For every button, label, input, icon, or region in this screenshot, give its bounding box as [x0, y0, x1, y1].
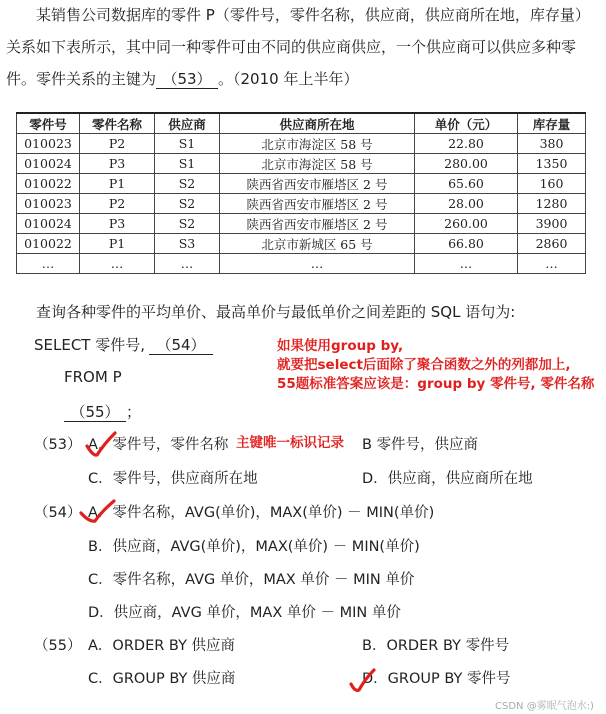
cell-price: 66.80 [415, 234, 518, 254]
cell-supplier: S2 [155, 174, 220, 194]
table-row [17, 174, 586, 194]
cell-location: 陕西省西安市雁塔区 2 号 [220, 194, 415, 214]
intro-line-3 [6, 65, 358, 94]
annotation-note-line-1: 如果使用group by, [277, 338, 404, 354]
cell-supplier: … [155, 254, 220, 274]
sql-select-line [34, 334, 213, 355]
q55-option-a: A．ORDER BY 供应商 [88, 638, 236, 654]
check-mark-icon [78, 499, 118, 527]
header-supplier-location: 供应商所在地 [220, 113, 415, 134]
table-row [17, 194, 586, 214]
table-header-row [17, 113, 586, 134]
intro-line-3-prefix: 件。零件关系的主键为 [6, 70, 157, 88]
annotation-note-line-3: 55题标准答案应该是：group by 零件号, 零件名称 [277, 376, 595, 392]
cell-stock: 160 [518, 174, 586, 194]
cell-stock: … [518, 254, 586, 274]
blank-54: （54） [149, 336, 213, 355]
sql-blank-line [64, 401, 141, 422]
q55-option-c: C．GROUP BY 供应商 [88, 671, 236, 687]
check-mark-icon [348, 667, 378, 695]
cell-supplier: S3 [155, 234, 220, 254]
csdn-watermark: CSDN @雾眠气泡水:) [495, 701, 594, 712]
table-row [17, 214, 586, 234]
cell-part-name: P3 [80, 214, 155, 234]
cell-part-name: P3 [80, 154, 155, 174]
intro-line-1: 某销售公司数据库的零件 P（零件号，零件名称，供应商，供应商所在地，库存量） [36, 6, 590, 24]
cell-supplier: S1 [155, 154, 220, 174]
table-row [17, 234, 586, 254]
cell-price: 22.80 [415, 134, 518, 154]
header-part-no: 零件号 [17, 113, 80, 134]
cell-supplier: S2 [155, 214, 220, 234]
q54-option-a: A．零件名称，AVG(单价)，MAX(单价) － MIN(单价) [88, 505, 435, 521]
header-stock: 库存量 [518, 113, 586, 134]
q53-number: （53） [34, 437, 82, 453]
cell-price: … [415, 254, 518, 274]
cell-part-no: 010024 [17, 154, 80, 174]
cell-part-no: … [17, 254, 80, 274]
blank-55: （55） [64, 403, 126, 422]
q53-option-d: D．供应商，供应商所在地 [362, 471, 533, 487]
query-description: 查询各种零件的平均单价、最高单价与最低单价之间差距的 SQL 语句为: [36, 303, 516, 321]
cell-part-name: P2 [80, 194, 155, 214]
cell-stock: 1350 [518, 154, 586, 174]
q55-option-d: D．GROUP BY 零件号 [362, 671, 511, 687]
q53-annotation: 主键唯一标识记录 [236, 435, 344, 451]
cell-part-no: 010022 [17, 234, 80, 254]
q54-option-b: B．供应商，AVG(单价)，MAX(单价) － MIN(单价) [88, 539, 420, 555]
cell-location: 陕西省西安市雁塔区 2 号 [220, 214, 415, 234]
header-supplier: 供应商 [155, 113, 220, 134]
parts-table [16, 112, 586, 274]
cell-price: 65.60 [415, 174, 518, 194]
blank-53: （53） [156, 70, 218, 89]
cell-part-no: 010023 [17, 134, 80, 154]
cell-part-name: P1 [80, 174, 155, 194]
cell-part-name: … [80, 254, 155, 274]
annotation-note-line-2: 就要把select后面除了聚合函数之外的列都加上, [277, 357, 571, 373]
header-part-name: 零件名称 [80, 113, 155, 134]
cell-part-no: 010022 [17, 174, 80, 194]
cell-stock: 1280 [518, 194, 586, 214]
cell-location: 北京市新城区 65 号 [220, 234, 415, 254]
cell-supplier: S1 [155, 134, 220, 154]
cell-part-no: 010023 [17, 194, 80, 214]
q53-option-a: A．零件号，零件名称 [88, 437, 229, 453]
q55-number: （55） [34, 638, 82, 654]
intro-line-2: 关系如下表所示，其中同一种零件可由不同的供应商供应，一个供应商可以供应多种零 [6, 38, 577, 56]
cell-location: … [220, 254, 415, 274]
cell-price: 280.00 [415, 154, 518, 174]
q54-number: （54） [34, 505, 82, 521]
q55-option-b: B．ORDER BY 零件号 [362, 638, 510, 654]
cell-stock: 3900 [518, 214, 586, 234]
sql-semicolon: ； [126, 403, 142, 421]
table-row [17, 154, 586, 174]
cell-price: 260.00 [415, 214, 518, 234]
cell-location: 北京市海淀区 58 号 [220, 134, 415, 154]
check-mark-icon [84, 430, 118, 460]
q54-option-d: D．供应商，AVG 单价，MAX 单价 － MIN 单价 [88, 605, 401, 621]
cell-location: 北京市海淀区 58 号 [220, 154, 415, 174]
sql-select: SELECT 零件号, [34, 336, 146, 354]
cell-part-name: P2 [80, 134, 155, 154]
cell-price: 28.00 [415, 194, 518, 214]
table-row [17, 254, 586, 274]
header-unit-price: 单价（元） [415, 113, 518, 134]
cell-supplier: S2 [155, 194, 220, 214]
q53-option-c: C．零件号，供应商所在地 [88, 471, 258, 487]
cell-stock: 380 [518, 134, 586, 154]
table-row [17, 134, 586, 154]
cell-part-name: P1 [80, 234, 155, 254]
intro-line-3-suffix: 。（2010 年上半年） [218, 70, 359, 88]
q53-option-b: B 零件号，供应商 [362, 437, 479, 453]
sql-from: FROM P [64, 368, 122, 386]
q54-option-c: C．零件名称，AVG 单价，MAX 单价 － MIN 单价 [88, 572, 415, 588]
cell-location: 陕西省西安市雁塔区 2 号 [220, 174, 415, 194]
cell-part-no: 010024 [17, 214, 80, 234]
cell-stock: 2860 [518, 234, 586, 254]
